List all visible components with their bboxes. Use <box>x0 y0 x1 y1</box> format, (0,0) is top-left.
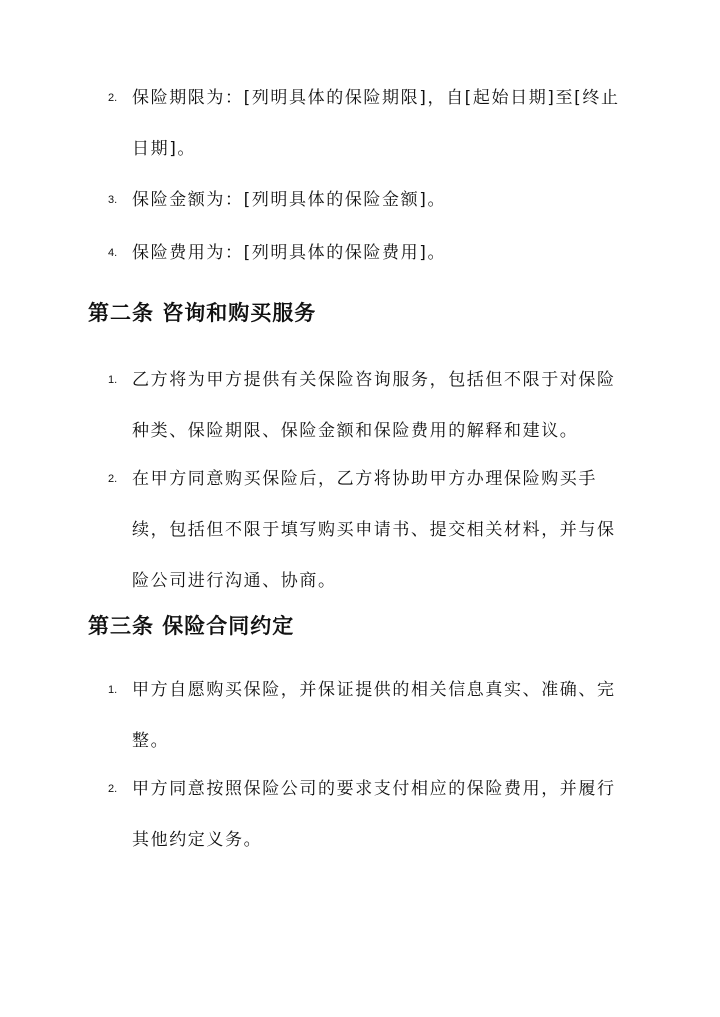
list-item-number: 4. <box>108 247 118 259</box>
list-item <box>0 454 720 607</box>
list-item-text: 保险金额为：[列明具体的保险金额]。 <box>132 190 447 210</box>
list-item-text: 保险期限为：[列明具体的保险期限]，自[起始日期]至[终止日期]。 <box>132 88 620 159</box>
list-item-number: 1. <box>108 374 118 386</box>
list-item-text: 保险费用为：[列明具体的保险费用]。 <box>132 243 447 263</box>
list-item <box>0 228 720 279</box>
list-item <box>0 175 720 226</box>
list-item-number: 2. <box>108 473 118 485</box>
list-item <box>0 764 720 866</box>
list-item <box>0 665 720 767</box>
section-heading-3: 第三条 保险合同约定 <box>88 614 295 638</box>
list-item-text: 乙方将为甲方提供有关保险咨询服务，包括但不限于对保险种类、保险期限、保险金额和保险费用的解释和建议。 <box>132 370 616 441</box>
section-heading-2: 第二条 咨询和购买服务 <box>88 301 317 325</box>
list-item <box>0 355 720 457</box>
list-item-text: 甲方同意按照保险公司的要求支付相应的保险费用，并履行其他约定义务。 <box>132 779 616 850</box>
list-item <box>0 73 720 175</box>
list-item-text: 甲方自愿购买保险，并保证提供的相关信息真实、准确、完整。 <box>132 680 616 751</box>
list-item-number: 3. <box>108 194 118 206</box>
list-item-number: 2. <box>108 783 118 795</box>
list-item-text: 在甲方同意购买保险后，乙方将协助甲方办理保险购买手续，包括但不限于填写购买申请书、提交相关材料，并与保险公司进行沟通、协商。 <box>132 469 616 591</box>
list-item-number: 2. <box>108 92 118 104</box>
list-item-number: 1. <box>108 684 118 696</box>
